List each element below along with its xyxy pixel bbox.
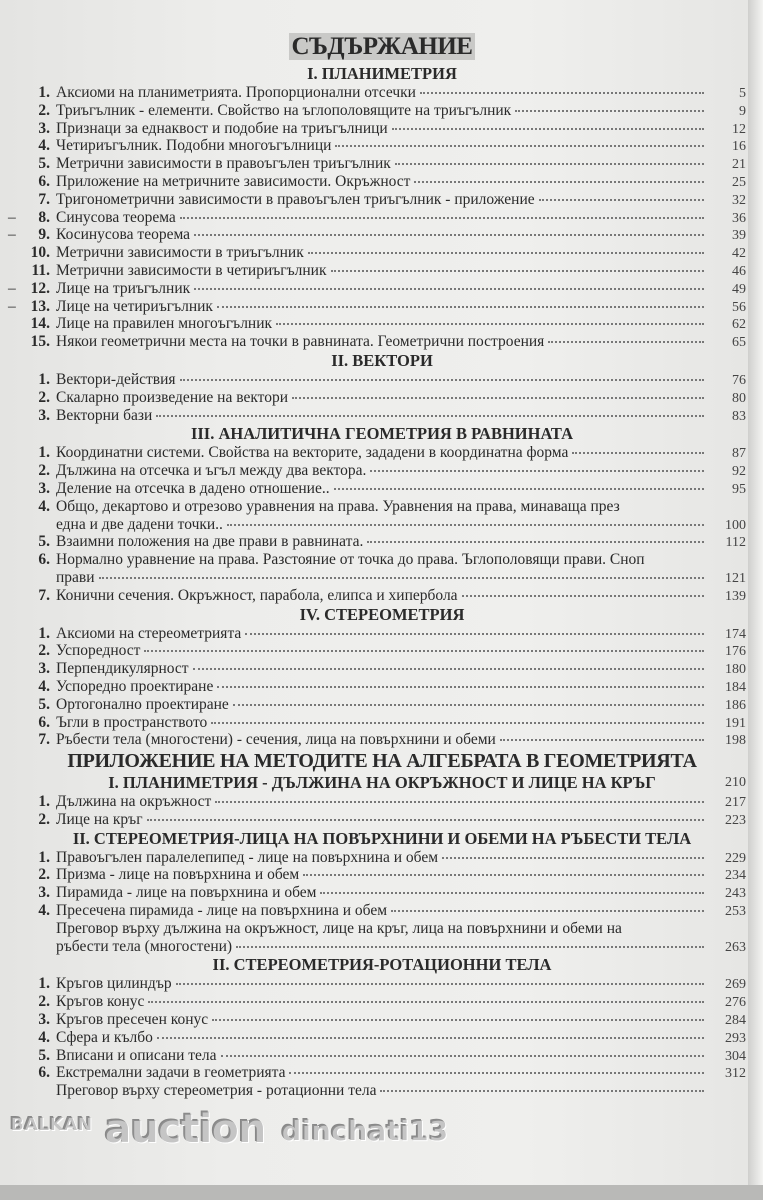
entry-title: ръбести тела (многостени) [56, 937, 233, 955]
entry-number: 6. [38, 551, 50, 569]
dot-leader [380, 1090, 704, 1092]
page-number: 263 [725, 939, 746, 955]
entry-title: Метрични зависимости в четириъгълник [56, 261, 327, 279]
section-heading [18, 955, 746, 975]
entry-title: Преговор върху дължина на окръжност, лице на кръг, лица на повърхнини и обеми на [56, 919, 622, 937]
entry-number: 10. [30, 244, 50, 262]
toc-entry [18, 262, 746, 280]
entry-number: 4. [38, 677, 50, 695]
table-of-contents [8, 30, 746, 1100]
entry-number: 3. [38, 1011, 50, 1029]
entry-title: Синусова теорема [56, 208, 176, 226]
dot-leader [157, 1037, 704, 1039]
page-number: 223 [725, 812, 746, 828]
section-heading [18, 829, 746, 849]
watermark-balkan: BALKAN [10, 1114, 93, 1136]
page-number: 276 [725, 995, 746, 1011]
page-number: 269 [725, 977, 746, 993]
entry-title: Нормално уравнение на права. Разстояние от точка до права. Ъглополовящи прави. Сноп [56, 551, 645, 569]
toc-entry [18, 1011, 746, 1029]
margin-mark: – [8, 279, 16, 297]
entry-number: 11. [31, 261, 50, 279]
page-number: 32 [732, 192, 746, 208]
page-number: 217 [725, 795, 746, 811]
toc-entry [18, 173, 746, 191]
entry-title: Деление на отсечка в дадено отношение.. [56, 479, 330, 497]
toc-entry [18, 333, 746, 351]
section-heading-text: II. СТЕРЕОМЕТРИЯ-РОТАЦИОННИ ТЕЛА [212, 955, 552, 975]
dot-leader [180, 217, 704, 219]
dot-leader [221, 1055, 704, 1057]
entry-title: Лице на кръг [56, 810, 143, 828]
dot-leader [180, 379, 704, 381]
entry-number: 1. [38, 370, 50, 388]
toc-entry [18, 678, 746, 696]
toc-entry [18, 444, 746, 462]
toc-entry [18, 569, 746, 587]
entry-title: Пресечена пирамида - лице на повърхнина и обем [56, 902, 388, 920]
section-heading-text: I. ПЛАНИМЕТРИЯ - ДЪЛЖИНА НА ОКРЪЖНОСТ И ЛИЦЕ НА КРЪГ [108, 773, 656, 793]
section-heading-text: I. ПЛАНИМЕТРИЯ [307, 64, 457, 83]
entry-title: Лице на триъгълник [56, 279, 191, 297]
dot-leader [367, 541, 704, 543]
dot-leader [572, 452, 704, 454]
entry-number: 2. [38, 388, 50, 406]
page-number: 191 [725, 715, 746, 731]
page-number: 100 [725, 517, 746, 533]
entry-title: Четириъгълник. Подобни многоъгълници [56, 137, 332, 155]
entry-title: Координатни системи. Свойства на векторите, зададени в координатна форма [56, 444, 569, 462]
toc-entry [18, 120, 746, 138]
entry-number: 2. [38, 993, 50, 1011]
entry-number: 9. [38, 226, 50, 244]
entry-title: Пирамида - лице на повърхнина и обем [56, 884, 317, 902]
page-number: 76 [732, 372, 746, 388]
page-number: 210 [725, 775, 746, 791]
entry-number: 8. [38, 208, 50, 226]
entry-title: Триъгълник - елементи. Свойство на ъглополовящите на триъгълник [56, 101, 512, 119]
dot-leader [392, 128, 704, 130]
entry-number: 6. [38, 1064, 50, 1082]
toc-entry [18, 498, 746, 516]
toc-entry [18, 625, 746, 643]
entry-number: 5. [38, 155, 50, 173]
page-number: 284 [725, 1013, 746, 1029]
watermark-user: dinchati13 [281, 1114, 448, 1148]
entry-number: 2. [38, 462, 50, 480]
dot-leader [147, 819, 704, 821]
entry-title: Вписани и описани тела [56, 1046, 217, 1064]
page-number: 92 [732, 464, 746, 480]
dot-leader [395, 163, 704, 165]
dot-leader [414, 181, 704, 183]
page-number: 65 [732, 335, 746, 351]
entry-title: Сфера и кълбо [56, 1028, 153, 1046]
entry-title: Дължина на окръжност [56, 793, 212, 811]
toc-entry [18, 731, 746, 749]
section-heading [18, 424, 746, 444]
page-number: 184 [725, 679, 746, 695]
entry-number: 7. [38, 190, 50, 208]
toc-entry [18, 480, 746, 498]
dot-leader [233, 704, 704, 706]
section-heading-text: IV. СТЕРЕОМЕТРИЯ [299, 604, 465, 624]
toc-entry [18, 137, 746, 155]
dot-leader [292, 397, 704, 399]
entry-number: 1. [38, 84, 50, 101]
toc-entry [18, 102, 746, 120]
dot-leader [548, 341, 704, 343]
dot-leader [420, 92, 704, 94]
section-heading [18, 64, 746, 84]
page-number: 293 [725, 1030, 746, 1046]
dot-leader [370, 470, 704, 472]
toc-entry [18, 516, 746, 534]
entry-number: 1. [38, 848, 50, 866]
entry-number: 7. [38, 586, 50, 604]
toc-entry [18, 793, 746, 811]
toc-entry [18, 696, 746, 714]
toc-entry [18, 938, 746, 956]
entry-title: Вектори-действия [56, 370, 176, 388]
page-number: 80 [732, 390, 746, 406]
toc-entry [18, 866, 746, 884]
toc-entry [18, 884, 746, 902]
entry-title: Правоъгълен паралелепипед - лице на повърхнина и обем [56, 848, 439, 866]
dot-leader [500, 739, 704, 741]
entry-number: 2. [38, 810, 50, 828]
dot-leader [99, 577, 704, 579]
entry-title: Екстремални задачи в геометрията [56, 1064, 286, 1082]
entry-title: Векторни бази [56, 406, 153, 424]
margin-mark: – [8, 226, 16, 244]
toc-entry [18, 975, 746, 993]
entry-title: Кръгов конус [56, 993, 145, 1011]
entry-number: 4. [38, 1028, 50, 1046]
dot-leader [320, 892, 704, 894]
entry-number: 6. [38, 713, 50, 731]
page-number: 25 [732, 174, 746, 190]
toc-entry [18, 84, 746, 102]
page-number: 112 [725, 535, 746, 551]
toc-entry [18, 714, 746, 732]
entry-number: 1. [38, 624, 50, 642]
dot-leader [217, 306, 704, 308]
margin-mark: – [8, 297, 16, 315]
toc-entry [18, 462, 746, 480]
page-number: 180 [725, 662, 746, 678]
page-number: 198 [725, 733, 746, 749]
section-heading-text: III. АНАЛИТИЧНА ГЕОМЕТРИЯ В РАВНИНАТА [190, 424, 574, 444]
dot-leader [245, 633, 704, 635]
dot-leader [194, 288, 704, 290]
entry-number: 7. [38, 731, 50, 749]
dot-leader [331, 270, 704, 272]
page-number: 304 [725, 1048, 746, 1064]
page-number: 39 [732, 228, 746, 244]
part-1 [8, 64, 746, 749]
toc-entry [18, 1082, 746, 1100]
toc-entry [18, 1064, 746, 1082]
toc-entry [18, 1047, 746, 1065]
section-heading [18, 351, 746, 371]
page-number: 186 [725, 697, 746, 713]
entry-title: Перпендикулярност [56, 660, 189, 678]
entry-number: 2. [38, 101, 50, 119]
entry-number: 4. [38, 497, 50, 515]
margin-mark: – [8, 208, 16, 226]
entry-title: една и две дадени точки.. [56, 515, 223, 533]
toc-entry [18, 315, 746, 333]
dot-leader [193, 668, 704, 670]
page-number: 46 [732, 263, 746, 279]
entry-number: 3. [38, 479, 50, 497]
entry-title: Ортогонално проектиране [56, 695, 229, 713]
entry-title: прави [56, 568, 95, 586]
page-number: 36 [732, 210, 746, 226]
toc-entry [18, 371, 746, 389]
entry-title: Общо, декартово и отрезово уравнения на права. Уравнения на права, минаваща през [56, 497, 620, 515]
page-number: 62 [732, 317, 746, 333]
part-2 [18, 773, 746, 1100]
entry-number: 6. [38, 172, 50, 190]
entry-title: Ръбести тела (многостени) - сечения, лица на повърхнини и обеми [56, 731, 496, 749]
page-number: 12 [732, 121, 746, 137]
toc-entry [18, 533, 746, 551]
entry-number: 5. [38, 1046, 50, 1064]
toc-entry [18, 587, 746, 605]
entry-number: 12. [30, 279, 50, 297]
toc-entry [18, 551, 746, 569]
page-number: 121 [725, 570, 746, 586]
entry-title: Успоредно проектиране [56, 677, 214, 695]
page-bottom-edge [0, 1185, 763, 1200]
entry-title: Метрични зависимости в правоъгълен триъгълник [56, 155, 391, 173]
toc-entry [18, 920, 746, 938]
toc-title-text: СЪДЪРЖАНИЕ [289, 33, 476, 60]
dot-leader [391, 910, 704, 912]
entry-number: 2. [38, 642, 50, 660]
dot-leader [194, 234, 704, 236]
page-number: 253 [725, 904, 746, 920]
toc-entry [18, 389, 746, 407]
entry-number: 3. [38, 660, 50, 678]
entry-title: Някои геометрични места на точки в равнината. Геометрични построения [56, 333, 545, 351]
dot-leader [334, 488, 704, 490]
entry-title: Аксиоми на планиметрията. Пропорционални отсечки [56, 84, 416, 101]
entry-number: 5. [38, 533, 50, 551]
toc-entry [18, 993, 746, 1011]
toc-entry [18, 811, 746, 829]
page-number: 49 [732, 281, 746, 297]
toc-entry [18, 660, 746, 678]
dot-leader [515, 110, 704, 112]
page-edge [748, 0, 763, 1200]
entry-number: 4. [38, 902, 50, 920]
page-number: 234 [725, 868, 746, 884]
entry-number: 15. [30, 333, 50, 351]
toc-entry [18, 849, 746, 867]
toc-title [18, 30, 746, 64]
dot-leader [144, 650, 704, 652]
toc-entry [18, 1029, 746, 1047]
dot-leader [289, 1072, 704, 1074]
page-number: 83 [732, 408, 746, 424]
dot-leader [236, 946, 704, 948]
page-number: 87 [732, 446, 746, 462]
toc-entry [18, 191, 746, 209]
section-heading [18, 773, 746, 793]
entry-title: Конични сечения. Окръжност, парабола, елипса и хипербола [56, 586, 458, 604]
entry-number: 14. [30, 315, 50, 333]
page-number: 9 [739, 103, 746, 119]
toc-entry [8, 279, 746, 298]
dot-leader [217, 686, 704, 688]
section-heading [18, 605, 746, 625]
page-number: 139 [725, 588, 746, 604]
entry-number: 3. [38, 884, 50, 902]
page-number: 312 [725, 1066, 746, 1082]
dot-leader [156, 415, 704, 417]
page-number: 16 [732, 139, 746, 155]
entry-number: 1. [38, 793, 50, 811]
page-number: 56 [732, 299, 746, 315]
entry-title: Приложение на метричните зависимости. Окръжност [56, 172, 411, 190]
entry-number: 13. [30, 297, 50, 315]
page-number: 176 [725, 644, 746, 660]
dot-leader [227, 524, 704, 526]
entry-title: Кръгов цилиндър [56, 975, 172, 993]
toc-entry [18, 407, 746, 425]
page-number: 174 [725, 626, 746, 642]
page-number: 21 [732, 157, 746, 173]
page-number: 229 [725, 850, 746, 866]
entry-title: Дължина на отсечка и ъгъл между два вектора. [56, 462, 367, 480]
page-number: 42 [732, 246, 746, 262]
watermark-auction: auction [104, 1106, 266, 1153]
dot-leader [176, 983, 704, 985]
toc-entry [18, 642, 746, 660]
toc-entry [8, 208, 746, 227]
entry-title: Успоредност [56, 642, 141, 660]
page-number: 5 [739, 86, 746, 101]
dot-leader [303, 874, 704, 876]
entry-title: Взаимни положения на две прави в равнината. [56, 533, 364, 551]
dot-leader [276, 323, 704, 325]
entry-number: 5. [38, 695, 50, 713]
dot-leader [308, 252, 704, 254]
dot-leader [148, 1001, 704, 1003]
dot-leader [442, 857, 704, 859]
entry-title: Скаларно произведение на вектори [56, 388, 289, 406]
page-number: 243 [725, 886, 746, 902]
toc-entry [18, 155, 746, 173]
part-2-heading: ПРИЛОЖЕНИЕ НА МЕТОДИТЕ НА АЛГЕБРАТА В ГЕОМЕТРИЯТА [67, 750, 697, 773]
page-number: 95 [732, 481, 746, 497]
entry-title: Ъгли в пространството [56, 713, 208, 731]
entry-title: Лице на правилен многоъгълник [56, 315, 273, 333]
toc-entry [8, 297, 746, 316]
dot-leader [539, 199, 704, 201]
section-heading-text: II. ВЕКТОРИ [331, 350, 433, 370]
entry-number: 4. [38, 137, 50, 155]
entry-number: 3. [38, 119, 50, 137]
entry-number: 1. [38, 975, 50, 993]
dot-leader [212, 1019, 704, 1021]
dot-leader [335, 145, 704, 147]
entry-number: 2. [38, 866, 50, 884]
entry-title: Тригонометрични зависимости в правоъгълен триъгълник - приложение [56, 190, 535, 208]
toc-entry [18, 902, 746, 920]
entry-number: 3. [38, 406, 50, 424]
section-heading-text: II. СТЕРЕОМЕТРИЯ-ЛИЦА НА ПОВЪРХНИНИ И ОБЕМИ НА РЪБЕСТИ ТЕЛА [72, 828, 692, 848]
toc-entry [8, 226, 746, 244]
entry-title: Косинусова теорема [56, 226, 191, 244]
toc-entry [18, 244, 746, 262]
entry-title: Преговор върху стереометрия - ротационни тела [56, 1082, 377, 1100]
dot-leader [211, 722, 704, 724]
dot-leader [215, 801, 704, 803]
entry-title: Метрични зависимости в триъгълник [56, 244, 304, 262]
entry-title: Признаци за еднаквост и подобие на триъгълници [56, 119, 388, 137]
entry-number: 1. [38, 444, 50, 462]
entry-title: Призма - лице на повърхнина и обем [56, 866, 300, 884]
entry-title: Кръгов пресечен конус [56, 1011, 209, 1029]
dot-leader [462, 595, 704, 597]
entry-title: Лице на четириъгълник [56, 297, 213, 315]
entry-title: Аксиоми на стереометрията [56, 624, 242, 642]
